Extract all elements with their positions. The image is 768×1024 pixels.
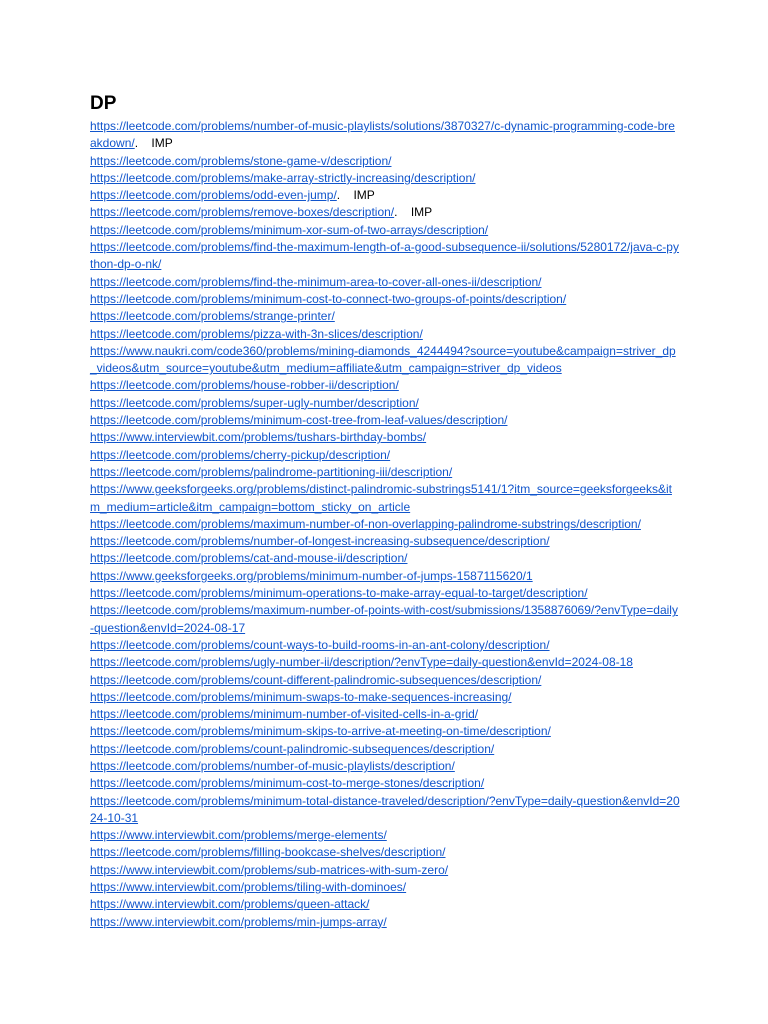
link-item	[90, 793, 680, 828]
link-item	[90, 377, 680, 394]
problem-link[interactable]: https://leetcode.com/problems/stone-game-v/description/	[90, 153, 392, 168]
link-item	[90, 412, 680, 429]
link-item	[90, 308, 680, 325]
problem-link[interactable]: https://www.geeksforgeeks.org/problems/distinct-palindromic-substrings5141/1?itm_source=geeksforgeeks&itm_medium=article&itm_campaign=bottom_sticky_on_article	[90, 482, 672, 514]
link-item	[90, 827, 680, 844]
link-item	[90, 291, 680, 308]
problem-link[interactable]: https://leetcode.com/problems/cat-and-mouse-ii/description/	[90, 551, 408, 566]
problem-link[interactable]: https://leetcode.com/problems/house-robber-ii/description/	[90, 378, 399, 393]
problem-link[interactable]: https://leetcode.com/problems/ugly-number-ii/description/?envType=daily-question&envId=2024-08-18	[90, 655, 633, 670]
problem-link[interactable]: https://www.geeksforgeeks.org/problems/minimum-number-of-jumps-1587115620/1	[90, 568, 533, 583]
problem-link[interactable]: https://leetcode.com/problems/minimum-number-of-visited-cells-in-a-grid/	[90, 707, 479, 722]
problem-link[interactable]: https://www.interviewbit.com/problems/merge-elements/	[90, 828, 387, 843]
problem-link[interactable]: https://leetcode.com/problems/pizza-with-3n-slices/description/	[90, 326, 423, 341]
problem-link[interactable]: https://leetcode.com/problems/palindrome-partitioning-iii/description/	[90, 464, 453, 479]
problem-link[interactable]: https://leetcode.com/problems/number-of-music-playlists/description/	[90, 758, 455, 773]
link-item	[90, 723, 680, 740]
link-item	[90, 672, 680, 689]
link-item	[90, 862, 680, 879]
problem-link[interactable]: https://leetcode.com/problems/minimum-cost-tree-from-leaf-values/description/	[90, 413, 508, 428]
link-item	[90, 187, 680, 204]
problem-link[interactable]: https://leetcode.com/problems/minimum-swaps-to-make-sequences-increasing/	[90, 689, 512, 704]
problem-link[interactable]: https://leetcode.com/problems/minimum-cost-to-connect-two-groups-of-points/description/	[90, 291, 567, 306]
imp-note: . IMP	[336, 188, 375, 203]
problem-link[interactable]: https://www.interviewbit.com/problems/min-jumps-array/	[90, 914, 387, 929]
link-item	[90, 343, 680, 378]
document-body	[90, 92, 680, 931]
link-item	[90, 706, 680, 723]
problem-link[interactable]: https://leetcode.com/problems/number-of-longest-increasing-subsequence/description/	[90, 534, 550, 549]
link-item	[90, 533, 680, 550]
link-item	[90, 326, 680, 343]
problem-link[interactable]: https://leetcode.com/problems/minimum-operations-to-make-array-equal-to-target/description/	[90, 586, 588, 601]
link-item	[90, 844, 680, 861]
problem-link[interactable]: https://www.interviewbit.com/problems/sub-matrices-with-sum-zero/	[90, 862, 449, 877]
problem-link[interactable]: https://leetcode.com/problems/odd-even-jump/	[90, 188, 337, 203]
section-heading: DP	[90, 93, 117, 114]
problem-link[interactable]: https://leetcode.com/problems/maximum-number-of-non-overlapping-palindrome-substrings/description/	[90, 516, 641, 531]
link-item	[90, 568, 680, 585]
link-item	[90, 654, 680, 671]
link-item	[90, 585, 680, 602]
link-item	[90, 914, 680, 931]
link-item	[90, 879, 680, 896]
problem-link[interactable]: https://leetcode.com/problems/strange-printer/	[90, 309, 335, 324]
link-item	[90, 170, 680, 187]
link-item	[90, 602, 680, 637]
link-item	[90, 447, 680, 464]
link-item	[90, 516, 680, 533]
link-item	[90, 222, 680, 239]
problem-link[interactable]: https://leetcode.com/problems/minimum-skips-to-arrive-at-meeting-on-time/description/	[90, 724, 551, 739]
link-item	[90, 118, 680, 153]
link-list	[90, 118, 680, 931]
link-item	[90, 274, 680, 291]
link-item	[90, 896, 680, 913]
problem-link[interactable]: https://leetcode.com/problems/count-different-palindromic-subsequences/description/	[90, 672, 542, 687]
link-item	[90, 689, 680, 706]
problem-link[interactable]: https://leetcode.com/problems/remove-boxes/description/	[90, 205, 395, 220]
link-item	[90, 464, 680, 481]
problem-link[interactable]: https://leetcode.com/problems/number-of-music-playlists/solutions/3870327/c-dynamic-programming-code-breakdown/	[90, 119, 675, 151]
link-item	[90, 741, 680, 758]
problem-link[interactable]: https://leetcode.com/problems/minimum-xor-sum-of-two-arrays/description/	[90, 222, 489, 237]
problem-link[interactable]: https://www.interviewbit.com/problems/tushars-birthday-bombs/	[90, 430, 427, 445]
problem-link[interactable]: https://www.naukri.com/code360/problems/mining-diamonds_4244494?source=youtube&campaign=striver_dp_videos&utm_source=youtube&utm_medium=affiliate&utm_campaign=striver_dp_videos	[90, 343, 676, 376]
link-item	[90, 775, 680, 792]
problem-link[interactable]: https://leetcode.com/problems/maximum-number-of-points-with-cost/submissions/1358876069/?envType=daily-question&envId=2024-08-17	[90, 603, 678, 635]
problem-link[interactable]: https://www.interviewbit.com/problems/tiling-with-dominoes/	[90, 880, 407, 895]
problem-link[interactable]: https://leetcode.com/problems/make-array-strictly-increasing/description/	[90, 170, 476, 185]
problem-link[interactable]: https://leetcode.com/problems/minimum-total-distance-traveled/description/?envType=daily-question&envId=2024-10-31	[90, 793, 680, 825]
problem-link[interactable]: https://leetcode.com/problems/count-palindromic-subsequences/description/	[90, 741, 495, 756]
problem-link[interactable]: https://leetcode.com/problems/count-ways-to-build-rooms-in-an-ant-colony/description/	[90, 637, 550, 652]
imp-note: . IMP	[134, 136, 173, 151]
problem-link[interactable]: https://leetcode.com/problems/minimum-cost-to-merge-stones/description/	[90, 776, 485, 791]
problem-link[interactable]: https://leetcode.com/problems/find-the-maximum-length-of-a-good-subsequence-ii/solutions/5280172/java-c-python-dp-o-nk/	[90, 240, 679, 272]
link-item	[90, 758, 680, 775]
problem-link[interactable]: https://leetcode.com/problems/find-the-minimum-area-to-cover-all-ones-ii/description/	[90, 274, 542, 289]
link-item	[90, 204, 680, 221]
link-item	[90, 239, 680, 274]
link-item	[90, 153, 680, 170]
problem-link[interactable]: https://www.interviewbit.com/problems/queen-attack/	[90, 897, 370, 912]
problem-link[interactable]: https://leetcode.com/problems/cherry-pickup/description/	[90, 447, 391, 462]
link-item	[90, 637, 680, 654]
link-item	[90, 481, 680, 516]
link-item	[90, 395, 680, 412]
link-item	[90, 550, 680, 567]
problem-link[interactable]: https://leetcode.com/problems/super-ugly-number/description/	[90, 395, 419, 410]
link-item	[90, 429, 680, 446]
problem-link[interactable]: https://leetcode.com/problems/filling-bookcase-shelves/description/	[90, 845, 446, 860]
imp-note: . IMP	[394, 205, 433, 220]
